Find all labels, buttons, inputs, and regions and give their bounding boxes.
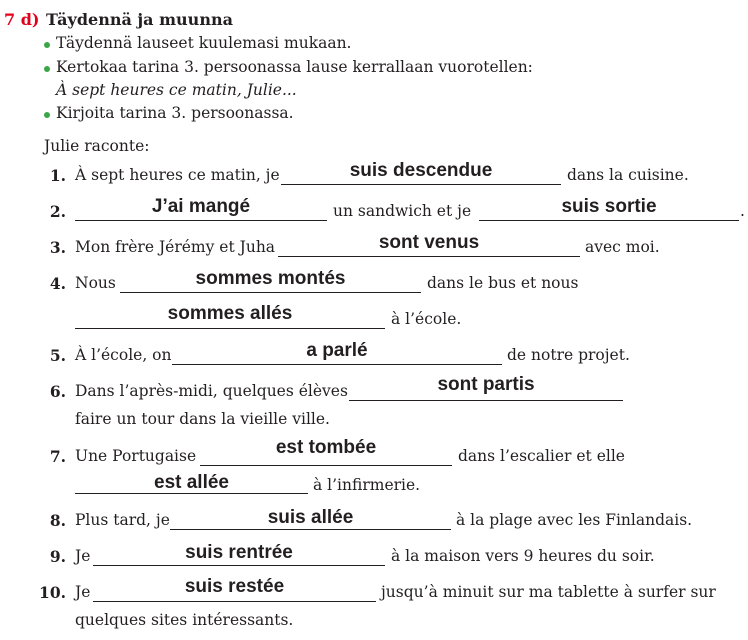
item-text: de notre projet. [507, 346, 630, 364]
item-text: à l’infirmerie. [313, 476, 421, 494]
answer-text: suis restée [184, 576, 285, 597]
item-text: Une Portugaise [75, 447, 197, 465]
item-number: 10. [39, 583, 66, 602]
answer-text: sont venus [378, 232, 480, 253]
answer-text: suis sortie [561, 196, 657, 217]
answer-line [200, 465, 452, 466]
item-number: 5. [49, 346, 66, 365]
item-number: 8. [49, 511, 66, 530]
item-number: 1. [49, 166, 66, 185]
item-text: un sandwich et je [333, 202, 472, 220]
answer-text: suis descendue [349, 160, 493, 181]
item-text: Mon frère Jérémy et Juha [75, 238, 276, 256]
answer-line [93, 565, 385, 566]
item-number: 3. [49, 238, 66, 257]
item-text: Je [75, 583, 91, 601]
item-text: quelques sites intéressants. [75, 611, 294, 629]
item-text: Nous [75, 274, 116, 292]
item-text: Plus tard, je [75, 511, 170, 529]
answer-text: sommes allés [167, 303, 293, 324]
answer-line [172, 364, 502, 365]
answer-line [281, 184, 561, 185]
answer-line [93, 601, 376, 602]
item-number: 4. [49, 274, 66, 293]
answer-line [75, 220, 327, 221]
item-text: dans l’escalier et elle [458, 447, 625, 465]
item-text: à la plage avec les Finlandais. [456, 511, 693, 529]
item-text: Dans l’après-midi, quelques élèves [75, 382, 348, 400]
item-number: 9. [49, 547, 66, 566]
answer-line [170, 529, 451, 530]
item-text: Je [75, 547, 91, 565]
answer-line [349, 400, 623, 401]
answer-text: suis allée [267, 507, 354, 528]
exercise-number: 7 d) [4, 10, 40, 29]
item-text: jusqu’à minuit sur ma tablette à surfer sur [381, 583, 716, 601]
item-text: à la maison vers 9 heures du soir. [391, 547, 655, 565]
answer-text: sont partis [437, 374, 535, 395]
answer-text: suis rentrée [185, 542, 293, 563]
intro-text: Julie raconte: [44, 137, 150, 155]
answer-text: a parlé [306, 340, 368, 361]
exercise-title: Täydennä ja muunna [46, 10, 233, 29]
bullet-icon [44, 42, 50, 48]
item-text: à l’école. [391, 310, 462, 328]
instruction-3: Kirjoita tarina 3. persoonassa. [56, 104, 294, 122]
item-number: 6. [49, 382, 66, 401]
item-text: À sept heures ce matin, je [75, 166, 280, 184]
answer-text: sommes montés [195, 268, 346, 289]
instruction-2: Kertokaa tarina 3. persoonassa lause kerrallaan vuorotellen: [56, 58, 533, 76]
answer-line [120, 292, 421, 293]
answer-text: J’ai mangé [151, 196, 251, 217]
answer-line [479, 220, 739, 221]
answer-text: est allée [154, 472, 229, 493]
answer-line [75, 328, 385, 329]
instruction-example: À sept heures ce matin, Julie... [56, 81, 297, 99]
item-number: 2. [49, 202, 66, 221]
item-text: . [740, 202, 745, 220]
answer-text: est tombée [275, 437, 377, 458]
bullet-icon [44, 112, 50, 118]
item-text: dans le bus et nous [427, 274, 579, 292]
item-number: 7. [49, 447, 66, 466]
item-text: À l’école, on [75, 346, 172, 364]
answer-line [278, 256, 580, 257]
item-text: avec moi. [585, 238, 660, 256]
item-text: faire un tour dans la vieille ville. [75, 410, 330, 428]
item-text: dans la cuisine. [567, 166, 689, 184]
instruction-1: Täydennä lauseet kuulemasi mukaan. [56, 34, 352, 52]
bullet-icon [44, 66, 50, 72]
